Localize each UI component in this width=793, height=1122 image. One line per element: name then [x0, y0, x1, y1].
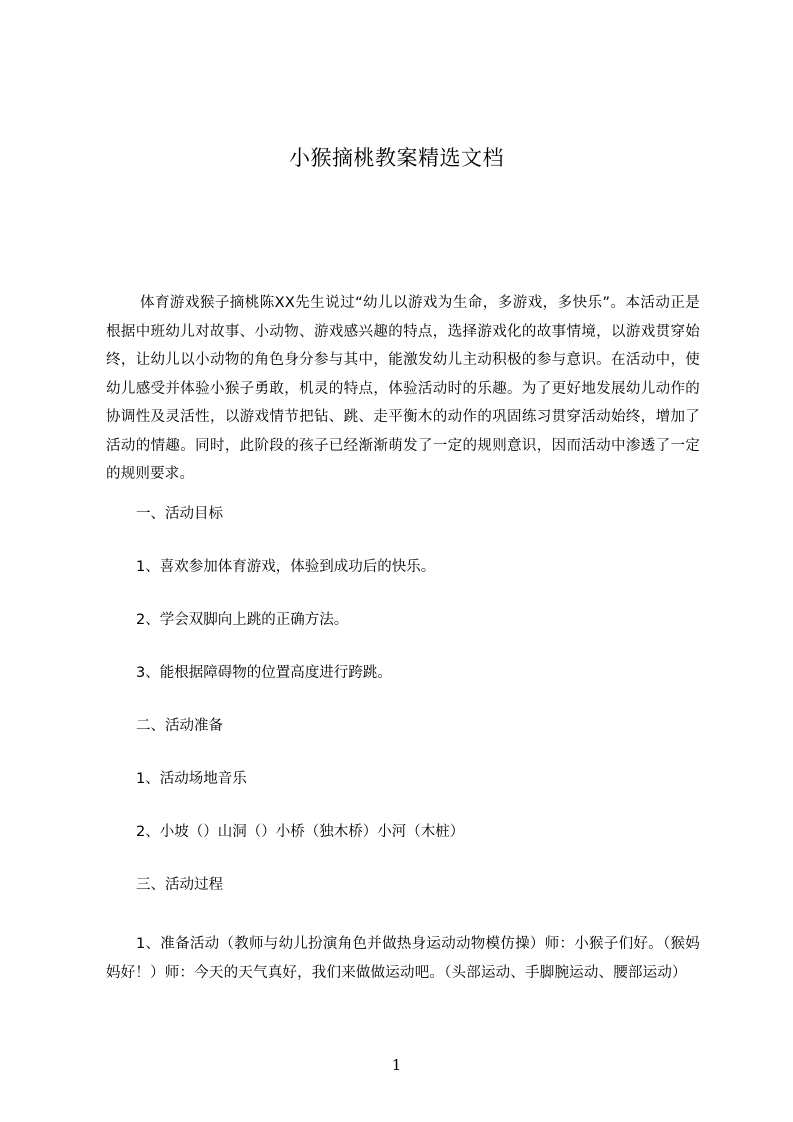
goal-item-2: 2、学会双脚向上跳的正确方法。	[136, 612, 349, 628]
process-item-1: 1、准备活动（教师与幼儿扮演角色并做热身运动动物模仿操）师：小猴子们好。（猴妈妈好！）师：今天的天气真好，我们来做做运动吧。（头部运动、手脚腕运动、腰部运动）	[106, 936, 700, 981]
goal-item-3: 3、能根据障碍物的位置高度进行跨跳。	[136, 665, 392, 681]
document-title: 小猴摘桃教案精选文档	[289, 146, 504, 170]
intro-paragraph: 体育游戏猴子摘桃陈XX先生说过“幼儿以游戏为生命，多游戏，多快乐”。本活动正是根据中班幼儿对故事、小动物、游戏感兴趣的特点，选择游戏化的故事情境，以游戏贯穿始终，让幼儿以小动物的角色身分参与其中，能激发幼儿主动积极的参与意识。在活动中，使幼儿感受并体验小猴子勇敢，机灵的特点，体验活动时的乐趣。为了更好地发展幼儿动作的协调性及灵活性，以游戏情节把钻、跳、走平衡木的动作的巩固练习贯穿活动始终，增加了活动的情趣。同时，此阶段的孩子已经渐渐萌发了一定的规则意识，因而活动中渗透了一定的规则要求。	[106, 295, 700, 482]
section-heading-process: 三、活动过程	[136, 877, 223, 893]
section-heading-goals: 一、活动目标	[136, 506, 223, 522]
prep-item-2: 2、小坡（）山洞（）小桥（独木桥）小河（木桩）	[136, 824, 465, 840]
prep-item-1: 1、活动场地音乐	[136, 771, 247, 787]
section-heading-preparation: 二、活动准备	[136, 718, 223, 734]
page-number: 1	[391, 1056, 402, 1074]
goal-item-1: 1、喜欢参加体育游戏，体验到成功后的快乐。	[136, 559, 436, 575]
